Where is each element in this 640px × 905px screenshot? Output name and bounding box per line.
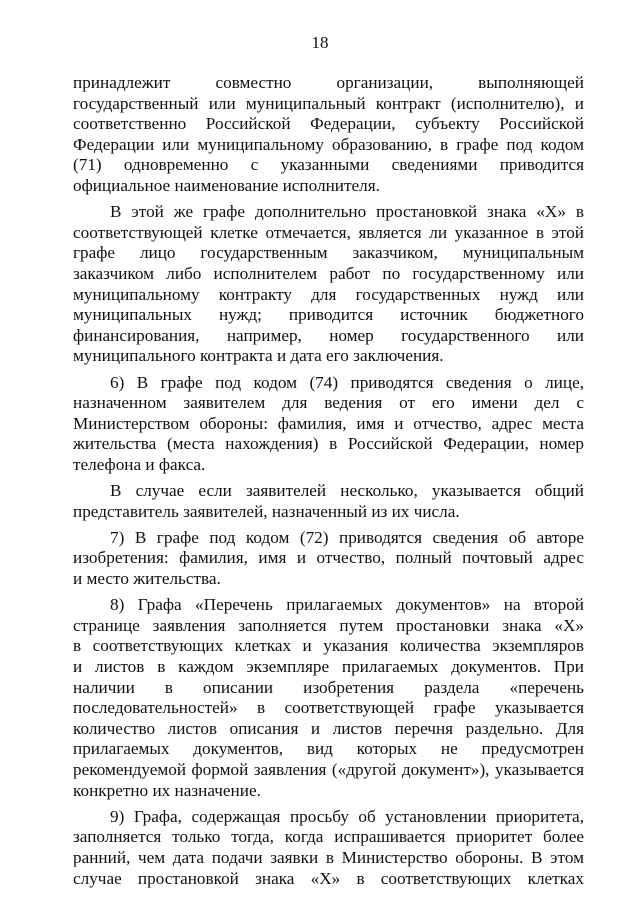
text-line: странице заявления заполняется путем простановки знака «Х» [73,615,584,635]
text-line: представитель заявителей, назначенный из их числа. [73,501,460,521]
text-line: графе лицо государственным заказчиком, муниципальным [73,243,584,263]
text-line: случае простановкой знака «Х» в соответствующих клетках [73,868,584,888]
text-line: заполняется только тогда, когда испрашивается приоритет более [73,827,584,847]
text-line: телефона и факса. [73,454,206,474]
text-line: в соответствующих клетках и указания количества экземпляров [73,636,584,656]
text-line: назначенном заявителем для ведения от его имени дел с [73,393,584,413]
paragraph [73,73,584,197]
text-line: количество листов описания и листов перечня раздельно. Для [73,718,584,738]
text-line: 9) Графа, содержащая просьбу об установлении приоритета, [110,806,584,826]
paragraph [73,528,584,590]
text-line: и листов в каждом экземпляре прилагаемых документов. При [73,657,584,676]
text-line: Федерации или муниципальному образованию, в графе под кодом [73,134,584,154]
text-line: 8) Графа «Перечень прилагаемых документов» на второй [110,595,584,615]
text-line: последовательностей» в соответствующей графе указывается [73,698,584,718]
paragraph [73,373,584,476]
text-line: конкретно их назначение. [73,780,261,800]
text-line: ранний, чем дата подачи заявки в Министерство обороны. В этом [73,847,584,867]
text-line: соответственно Российской Федерации, субъекту Российской [73,114,584,134]
document-body [73,73,584,895]
text-line: 6) В графе под кодом (74) приводятся сведения о лице, [110,372,584,392]
text-line: муниципальному контракту для государственных нужд или [73,284,584,304]
text-line: официальное наименование исполнителя. [73,175,380,195]
text-line: и место жительства. [73,569,221,589]
text-line: заказчиком либо исполнителем работ по государственному или [73,263,584,283]
text-line: муниципального контракта и дата его заключения. [73,346,444,366]
paragraph [73,595,584,801]
text-line: Министерством обороны: фамилия, имя и отчество, адрес места [73,413,584,433]
text-line: рекомендуемой формой заявления («другой документ»), указывается [73,759,584,779]
text-line: В случае если заявителей несколько, указывается общий [110,481,584,501]
text-line: принадлежит совместно организации, выполняющей [73,73,584,92]
text-line: изобретения: фамилия, имя и отчество, полный почтовый адрес [73,548,584,568]
paragraph [73,481,584,522]
paragraph [73,807,584,889]
text-line: прилагаемых документов, вид которых не предусмотрен [73,739,584,759]
text-line: финансирования, например, номер государственного или [73,325,584,345]
page-number: 18 [311,33,329,52]
text-line: наличии в описании изобретения раздела «перечень [73,677,584,697]
text-line: соответствующей клетке отмечается, является ли указанное в этой [73,222,584,242]
text-line: государственный или муниципальный контракт (исполнителю), и [73,93,584,113]
text-line: В этой же графе дополнительно простановкой знака «Х» в [110,202,584,222]
text-line: (71) одновременно с указанными сведениями приводится [73,155,584,175]
paragraph [73,202,584,367]
text-line: муниципальных нужд; приводится источник бюджетного [73,305,584,325]
text-line: жительства (места нахождения) в Российской Федерации, номер [73,434,584,454]
text-line: 7) В графе под кодом (72) приводятся сведения об авторе [110,527,584,547]
